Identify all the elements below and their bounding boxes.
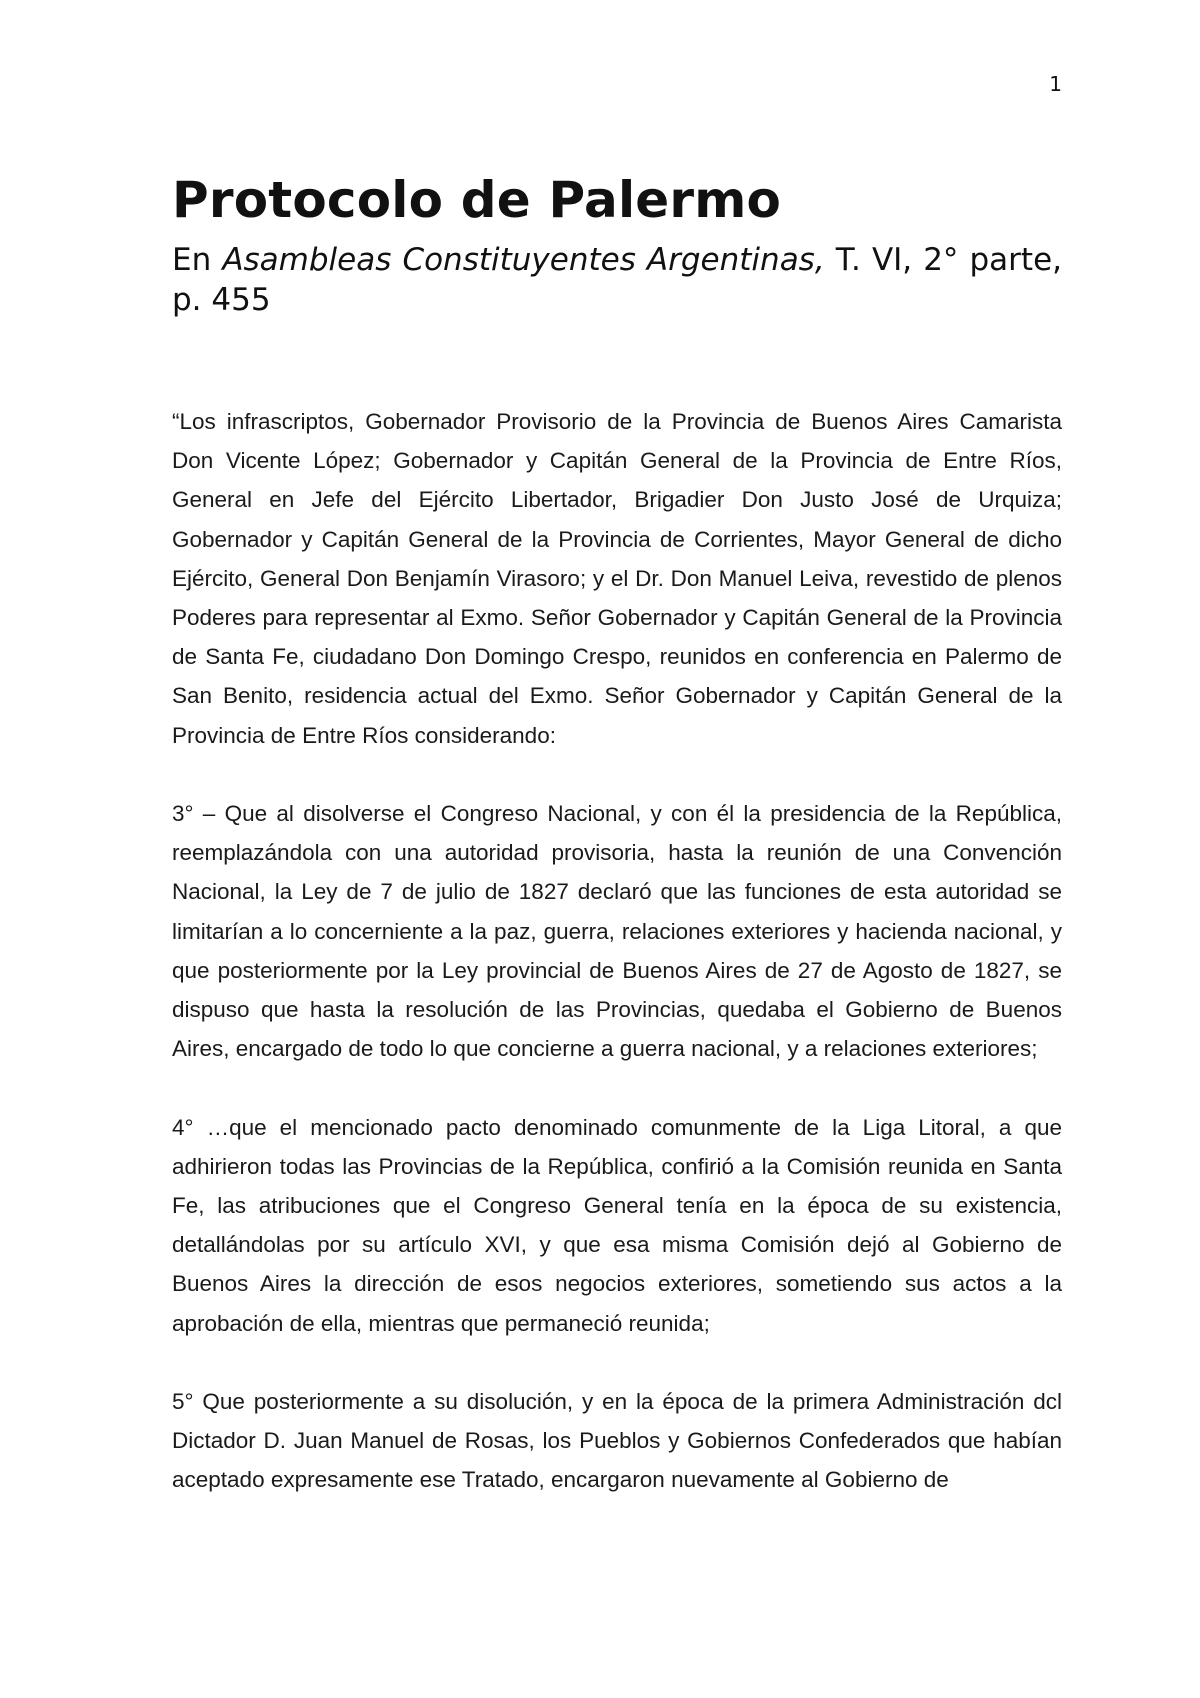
document-title: Protocolo de Palermo [172,171,782,229]
document-content [172,170,1062,1539]
paragraph-preamble: “Los infrascriptos, Gobernador Provisorio de la Provincia de Buenos Aires Camarista Don Vicente López; Gobernador y Capitán General de la Provincia de Entre Ríos, General en Jefe del Ejército Libertador, Brigadier Don Justo José de Urquiza; Gobernador y Capitán General de la Provincia de Corrientes, Mayor General de dicho Ejército, General Don Benjamín Virasoro; y el Dr. Don Manuel Leiva, revestido de plenos Poderes para representar al Exmo. Señor Gobernador y Capitán General de la Provincia de Santa Fe, ciudadano Don Domingo Crespo, reunidos en conferencia en Palermo de San Benito, residencia actual del Exmo. Señor Gobernador y Capitán General de la Provincia de Entre Ríos considerando: [172,409,1062,748]
paragraph-5: 5° Que posteriormente a su disolución, y en la época de la primera Administración dcl Dictador D. Juan Manuel de Rosas, los Pueblos y Gobiernos Confederados que habían aceptado expresamente ese Tratado, encargaron nuevamente al Gobierno de [172,1389,1062,1493]
document-body [172,402,1062,1500]
paragraph-3: 3° – Que al disolverse el Congreso Nacional, y con él la presidencia de la República, reemplazándola con una autoridad provisoria, hasta la reunión de una Convención Nacional, la Ley de 7 de julio de 1827 declaró que las funciones de esta autoridad se limitarían a lo concerniente a la paz, guerra, relaciones exteriores y hacienda nacional, y que posteriormente por la Ley provincial de Buenos Aires de 27 de Agosto de 1827, se dispuso que hasta la resolución de las Provincias, quedaba el Gobierno de Buenos Aires, encargado de todo lo que concierne a guerra nacional, y a relaciones exteriores; [172,801,1062,1062]
page-number: 1 [1049,72,1062,96]
source-prefix: En [172,242,223,278]
source-work-title: Asambleas Constituyentes Argentinas, [222,242,825,278]
document-source [172,240,1062,320]
paragraph-4: 4° …que el mencionado pacto denominado comunmente de la Liga Litoral, a que adhirieron todas las Provincias de la República, confirió a la Comisión reunida en Santa Fe, las atribuciones que el Congreso General tenía en la época de su existencia, detallándolas por su artículo XVI, y que esa misma Comisión dejó al Gobierno de Buenos Aires la dirección de esos negocios exteriores, sometiendo sus actos a la aprobación de ella, mientras que permaneció reunida; [172,1114,1062,1336]
source-suffix: T. VI, 2° parte, p. 455 [172,242,1062,318]
